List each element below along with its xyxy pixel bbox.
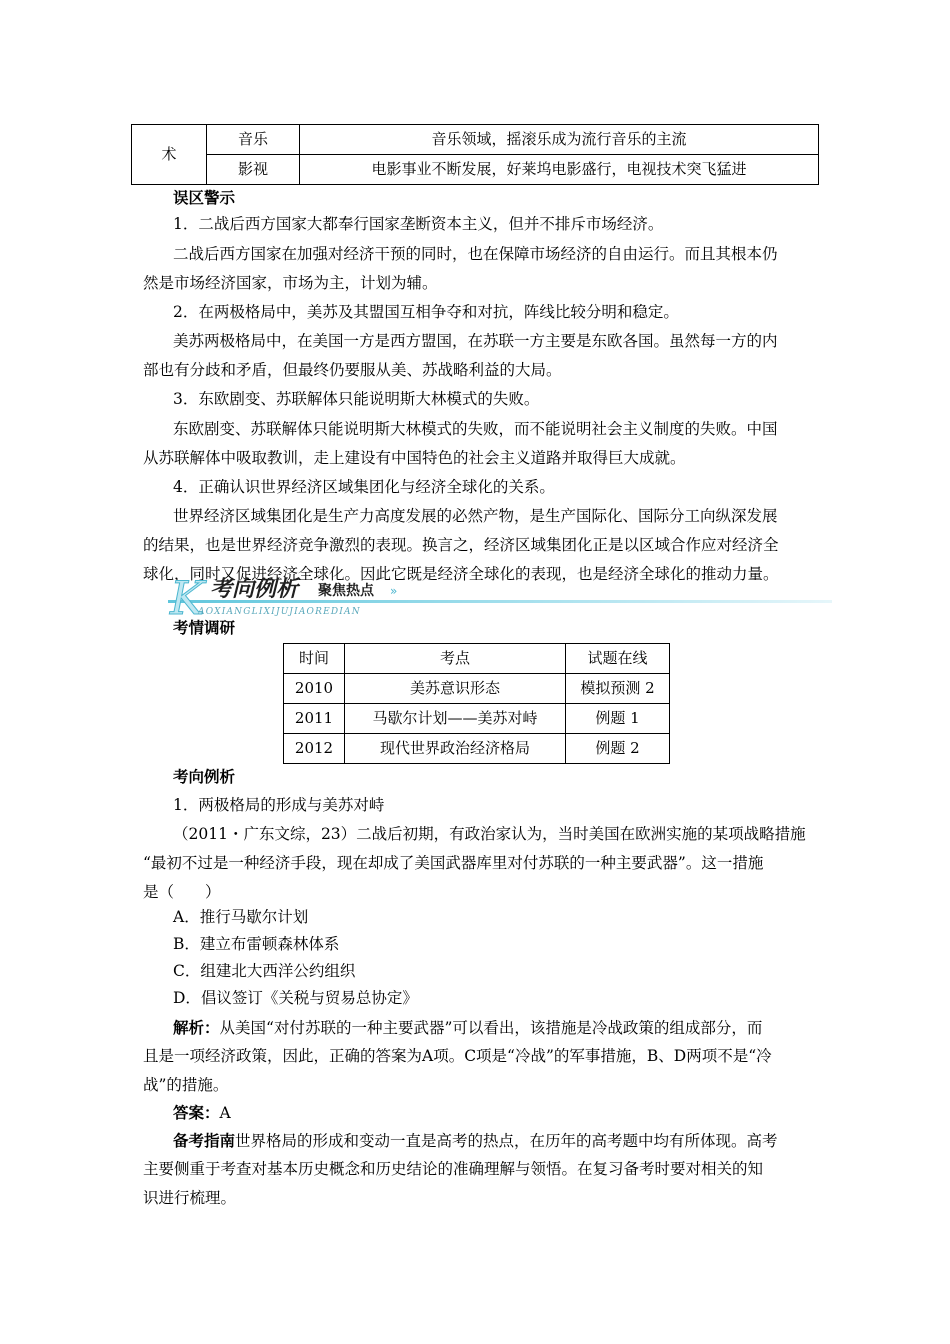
option-line: B．建立布雷顿森林体系 — [173, 935, 340, 953]
paragraph-line: 部也有分歧和矛盾，但最终仍要服从美、苏战略利益的大局。 — [143, 361, 562, 379]
option-line: C．组建北大西洋公约组织 — [173, 962, 356, 980]
banner-pinyin: AOXIANGLIXIJUJIAOREDIAN — [198, 607, 361, 617]
guide-line: 主要侧重于考查对基本历史概念和历史结论的准确理解与领悟。在复习备考时要对相关的知 — [143, 1160, 764, 1178]
table-cell: 2012 — [284, 734, 345, 764]
banner-subtitle: 聚焦热点 — [318, 583, 374, 599]
guide-line: 识进行梳理。 — [143, 1189, 237, 1207]
table-desc-cell: 音乐领域，摇滚乐成为流行音乐的主流 — [300, 125, 819, 155]
table-header-row — [284, 644, 670, 674]
paragraph-line: 从苏联解体中吸取教训，走上建设有中国特色的社会主义道路并取得巨大成就。 — [143, 449, 686, 467]
table-desc-cell: 电影事业不断发展，好莱坞电影盛行，电视技术突飞猛进 — [300, 155, 819, 185]
answer-line — [173, 1098, 231, 1128]
table-row — [284, 674, 670, 704]
answer-label: 答案： — [173, 1103, 220, 1122]
table-cell: 现代世界政治经济格局 — [345, 734, 566, 764]
banner-graphic — [168, 570, 832, 640]
paragraph-line: 二战后西方国家在加强对经济干预的同时，也在保障市场经济的自由运行。而且其根本仍 — [173, 245, 778, 263]
option-line: A．推行马歇尔计划 — [173, 908, 309, 926]
table-row — [284, 734, 670, 764]
table-field-cell: 音乐 — [207, 125, 300, 155]
table-cell: 美苏意识形态 — [345, 674, 566, 704]
table-cell: 2011 — [284, 704, 345, 734]
paragraph-line: 东欧剧变、苏联解体只能说明斯大林模式的失败，而不能说明社会主义制度的失败。中国 — [173, 420, 778, 438]
answer-value: A — [219, 1104, 231, 1122]
table-category-cell: 术 — [132, 125, 207, 185]
paragraph-line: 球化，同时又促进经济全球化。因此它既是经济全球化的表现，也是经济全球化的推动力量。 — [143, 565, 779, 583]
table-cell: 例题 2 — [566, 734, 670, 764]
explanation-line: 且是一项经济政策，因此，正确的答案为A项。C项是“冷战”的军事措施，B、D两项不是“冷 — [143, 1047, 772, 1065]
table-cell: 2010 — [284, 674, 345, 704]
exam-survey-table — [283, 643, 670, 764]
table-header-cell: 时间 — [284, 644, 345, 674]
section-heading-misconceptions: 误区警示 — [173, 188, 236, 207]
explanation-line: 战”的措施。 — [143, 1076, 229, 1094]
paragraph-line: 然是市场经济国家，市场为主，计划为辅。 — [143, 274, 438, 292]
double-chevron-icon: » — [390, 584, 398, 598]
paragraph-line: 4．正确认识世界经济区域集团化与经济全球化的关系。 — [173, 478, 555, 496]
section-banner — [168, 570, 832, 640]
paragraph-line: 2．在两极格局中，美苏及其盟国互相争夺和对抗，阵线比较分明和稳定。 — [173, 303, 679, 321]
banner-letter: K — [170, 571, 205, 625]
top-table — [131, 124, 819, 185]
question-line: 是（ ） — [143, 883, 221, 901]
option-line: D．倡议签订《关税与贸易总协定》 — [173, 989, 418, 1007]
guide-text: 世界格局的形成和变动一直是高考的热点，在历年的高考题中均有所体现。高考 — [235, 1132, 778, 1150]
explanation-text: 从美国“对付苏联的一种主要武器”可以看出，该措施是冷战政策的组成部分，而 — [219, 1019, 763, 1037]
paragraph-line: 1．二战后西方国家大都奉行国家垄断资本主义，但并不排斥市场经济。 — [173, 215, 664, 233]
question-line: “最初不过是一种经济手段，现在却成了美国武器库里对付苏联的一种主要武器”。这一措施 — [143, 854, 764, 872]
guide-label: 备考指南 — [173, 1131, 236, 1150]
table-row — [284, 704, 670, 734]
table-field-cell: 影视 — [207, 155, 300, 185]
table-cell: 模拟预测 2 — [566, 674, 670, 704]
question-line: （2011・广东文综，23）二战后初期，有政治家认为，当时美国在欧洲实施的某项战略措施 — [173, 825, 806, 843]
explanation-line — [173, 1013, 762, 1043]
paragraph-line: 的结果，也是世界经济竞争激烈的表现。换言之，经济区域集团化正是以区域合作应对经济全 — [143, 536, 779, 554]
topic-line: 1．两极格局的形成与美苏对峙 — [173, 796, 385, 814]
table-header-cell: 试题在线 — [566, 644, 670, 674]
section-heading-exam-survey: 考情调研 — [173, 618, 236, 637]
paragraph-line: 世界经济区域集团化是生产力高度发展的必然产物，是生产国际化、国际分工向纵深发展 — [173, 507, 778, 525]
table-cell: 例题 1 — [566, 704, 670, 734]
guide-line — [173, 1126, 778, 1156]
explanation-label: 解析： — [173, 1018, 220, 1037]
table-header-cell: 考点 — [345, 644, 566, 674]
section-heading-analysis: 考向例析 — [173, 767, 236, 786]
banner-title: 考向例析 — [210, 576, 299, 602]
paragraph-line: 美苏两极格局中，在美国一方是西方盟国，在苏联一方主要是东欧各国。虽然每一方的内 — [173, 332, 778, 350]
paragraph-line: 3．东欧剧变、苏联解体只能说明斯大林模式的失败。 — [173, 390, 540, 408]
table-cell: 马歇尔计划——美苏对峙 — [345, 704, 566, 734]
